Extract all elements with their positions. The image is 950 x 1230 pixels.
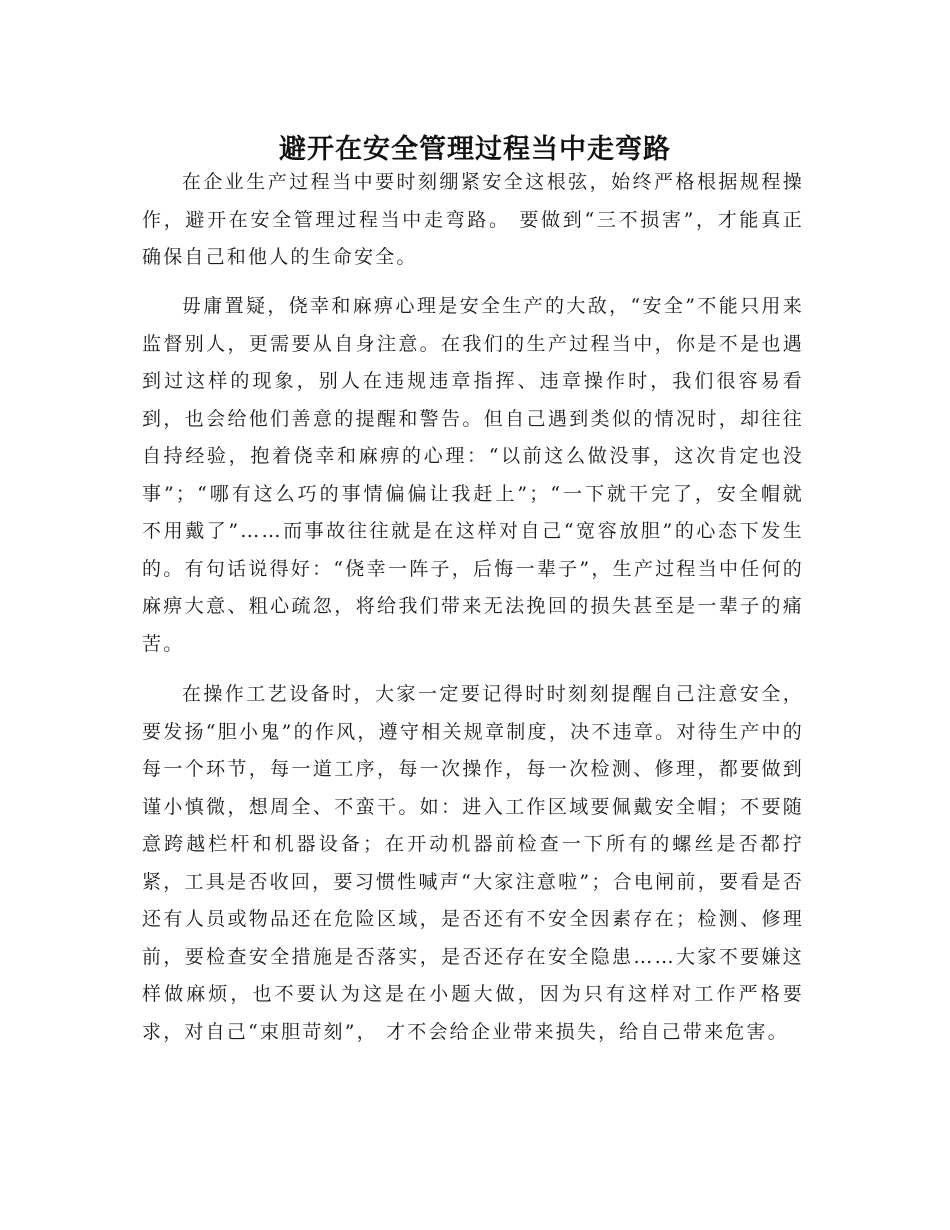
paragraph-operation-safety: 在操作工艺设备时，大家一定要记得时时刻刻提醒自己注意安全，要发扬“胆小鬼”的作风，遵守相关规章制度，决不违章。对待生产中的每一个环节，每一道工序，每一次操作，每一次检测、修理，都要做到谨小慎微，想周全、不蛮干。如：进入工作区域要佩戴安全帽；不要随意跨越栏杆和机器设备；在开动机器前检查一下所有的螺丝是否都拧紧，工具是否收回，要习惯性喊声“大家注意啦”；合电闸前，要看是否还有人员或物品还在危险区域，是否还有不安全因素存在；检测、修理前，要检查安全措施是否落实，是否还存在安全隐患……大家不要嫌这样做麻烦，也不要认为这是在小题大做，因为只有这样对工作严格要求，对自己“束胆苛刻”， 才不会给企业带来损失，给自己带来危害。: [142, 683, 804, 1043]
paragraph-intro: 在企业生产过程当中要时刻绷紧安全这根弦，始终严格根据规程操作，避开在安全管理过程当中走弯路。 要做到“三不损害”，才能真正确保自己和他人的生命安全。: [142, 171, 804, 268]
paragraph-complacency: 毋庸置疑，侥幸和麻痹心理是安全生产的大敌，“安全”不能只用来监督别人，更需要从自身注意。在我们的生产过程当中，你是不是也遇到过这样的现象，别人在违规违章指挥、违章操作时，我们很容易看到，也会给他们善意的提醒和警告。但自己遇到类似的情况时，却往往自持经验，抱着侥幸和麻痹的心理：“以前这么做没事，这次肯定也没事”；“哪有这么巧的事情偏偏让我赶上”；“一下就干完了，安全帽就不用戴了”……而事故往往就是在这样对自己“宽容放胆”的心态下发生的。有句话说得好：“侥幸一阵子，后悔一辈子”，生产过程当中任何的麻痹大意、粗心疏忽，将给我们带来无法挽回的损失甚至是一辈子的痛苦。: [142, 295, 804, 655]
document-title: 避开在安全管理过程当中走弯路: [279, 134, 671, 166]
